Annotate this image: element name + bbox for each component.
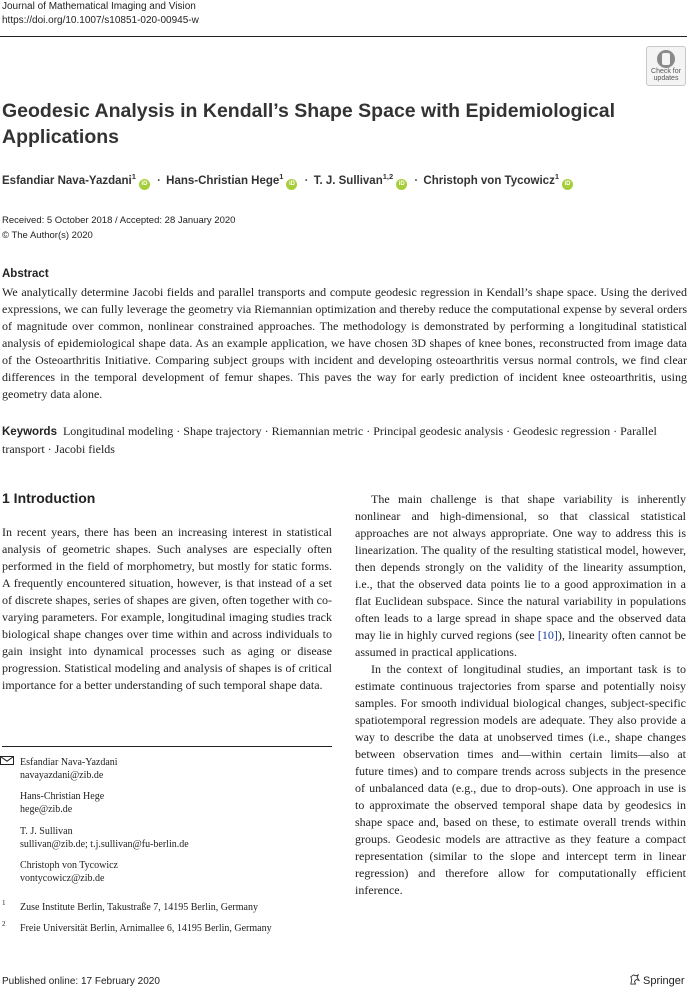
author-name[interactable]: Hans-Christian Hege xyxy=(166,174,280,187)
contact-name: Esfandiar Nava-Yazdani xyxy=(20,757,118,768)
envelope-icon xyxy=(0,756,14,765)
contact-email[interactable]: sullivan@zib.de; t.j.sullivan@fu-berlin.de xyxy=(20,839,189,850)
doi-link[interactable]: https://doi.org/10.1007/s10851-020-00945-w xyxy=(2,15,199,26)
bookmark-icon xyxy=(657,50,675,68)
paragraph-text: The main challenge is that shape variability is inherently nonlinear and high-dimensional, so that classical statistical approaches are not always appropriate. One way to address this is linearization. The quality of the resulting statistical model, however, then depends strongly on the validity of the linearity assumption, i.e., that the observed data points lie to a good approximation in a flat Euclidean subspace. Since the natural variability in populations often leads to a large spread in shape space and the observed data may lie in highly curved regions (see xyxy=(355,492,686,642)
contact-name: T. J. Sullivan xyxy=(20,826,73,837)
header-rule xyxy=(0,36,687,37)
intro-left-column xyxy=(2,524,332,694)
contact-email[interactable]: vontycowicz@zib.de xyxy=(20,873,105,884)
affiliation-text: Zuse Institute Berlin, Takustraße 7, 14195 Berlin, Germany xyxy=(20,902,258,913)
copyright-notice: © The Author(s) 2020 xyxy=(2,230,93,241)
author-affiliation: 1 xyxy=(554,172,560,181)
paper-title: Geodesic Analysis in Kendall’s Shape Space with Epidemiological Applications xyxy=(2,100,615,148)
section-heading-introduction: 1 Introduction xyxy=(2,490,96,506)
author-separator: · xyxy=(414,174,419,187)
author-list xyxy=(2,172,575,190)
author-separator: · xyxy=(157,174,161,187)
intro-right-column xyxy=(355,491,686,899)
badge-line1: Check for xyxy=(651,68,681,75)
orcid-icon[interactable]: iD xyxy=(286,179,297,190)
author-name[interactable]: Esfandiar Nava-Yazdani xyxy=(2,174,132,187)
contact-email[interactable]: hege@zib.de xyxy=(20,804,73,815)
orcid-icon[interactable]: iD xyxy=(562,179,573,190)
publisher-name: Springer xyxy=(643,975,685,987)
contact-email[interactable]: navayazdani@zib.de xyxy=(20,770,104,781)
paragraph: In the context of longitudinal studies, an important task is to estimate continuous trajectories from sparse and potentially noisy samples. For smooth individual biological changes, subject-specific spatiotemporal regression models are adequate. They also provide a way to describe the data at unobserved times (i.e., shape changes between observation times and—within certain limits—also at future times) and to compare trends across subjects in the presence of unbalanced data (e.g., due to drop-outs). One approach in use is to approximate the observed temporal shape data by geodesics in shape space and, based on these, to estimate overall trends within groups. Geodesic models are attractive as they feature a compact representation (similar to the slope and intercept term in linear regression) and therefore allow for computationally efficient inference. xyxy=(355,662,686,897)
publisher-logo xyxy=(629,974,685,987)
author-affiliation: 1 xyxy=(279,172,284,181)
author-name[interactable]: Christoph von Tycowicz xyxy=(423,174,555,187)
keywords-list: Longitudinal modeling · Shape trajectory · Riemannian metric · Principal geodesic analysis · Geodesic regression · Parallel transport · Jacobi fields xyxy=(2,424,657,456)
keywords-heading: Keywords xyxy=(2,426,57,438)
abstract-text: We analytically determine Jacobi fields and parallel transports and compute geodesic regression in Kendall’s shape space. Using the derived expressions, we can fully leverage the geometry via Riemannian optimization and thereby reduce the computational expense by several orders of magnitude over common, nonlinear constrained approaches. The methodology is demonstrated by performing a longitudinal statistical analysis of epidemiological shape data. As an example application, we have chosen 3D shapes of knee bones, reconstructed from image data of the Osteoarthritis Initiative. Comparing subject groups with incident and developing osteoarthritis versus normal controls, we find clear differences in the temporal development of femur shapes. This paves the way for early prediction of incident knee osteoarthritis, using geometry data alone. xyxy=(2,285,687,401)
orcid-icon[interactable]: iD xyxy=(139,179,150,190)
journal-name: Journal of Mathematical Imaging and Vision xyxy=(2,1,196,12)
footnote-rule xyxy=(2,746,332,747)
springer-horse-icon xyxy=(629,974,640,985)
author-name[interactable]: T. J. Sullivan xyxy=(313,174,383,187)
author-affiliation: 1,2 xyxy=(382,172,394,181)
orcid-icon[interactable]: iD xyxy=(396,179,407,190)
affiliation-number: 2 xyxy=(2,920,6,928)
citation-link[interactable]: [10] xyxy=(537,628,558,642)
published-online-date: Published online: 17 February 2020 xyxy=(2,976,160,987)
abstract-heading: Abstract xyxy=(2,268,49,280)
received-accepted-dates: Received: 5 October 2018 / Accepted: 28 January 2020 xyxy=(2,215,236,226)
paragraph: In recent years, there has been an increasing interest in statistical analysis of geometric shapes. Such analyses are especially often performed in the field of morphometry, but mostly for static forms. A frequently encountered situation, however, is that instead of a set of discrete shapes, series of shapes are given, often together with co-varying parameters. For example, longitudinal imaging studies track biological shape changes over time within and across individuals to gain insight into dynamical processes such as aging or disease progression. Statistical modeling and analysis of shapes is of critical importance for a better understanding of such temporal shape data. xyxy=(2,525,332,692)
affiliation-number: 1 xyxy=(2,899,6,907)
contact-name: Christoph von Tycowicz xyxy=(20,860,118,871)
keywords-block xyxy=(2,423,687,458)
author-affiliation: 1 xyxy=(131,172,136,181)
paragraph xyxy=(355,491,686,661)
paragraph-text: ), linearity often cannot be assumed in practical applications. xyxy=(355,628,686,659)
badge-line2: updates xyxy=(653,75,679,82)
affiliation-text: Freie Universität Berlin, Arnimallee 6, 14195 Berlin, Germany xyxy=(20,923,272,934)
check-for-updates-badge[interactable] xyxy=(646,46,686,86)
author-separator: · xyxy=(304,174,309,187)
contact-name: Hans-Christian Hege xyxy=(20,791,105,802)
